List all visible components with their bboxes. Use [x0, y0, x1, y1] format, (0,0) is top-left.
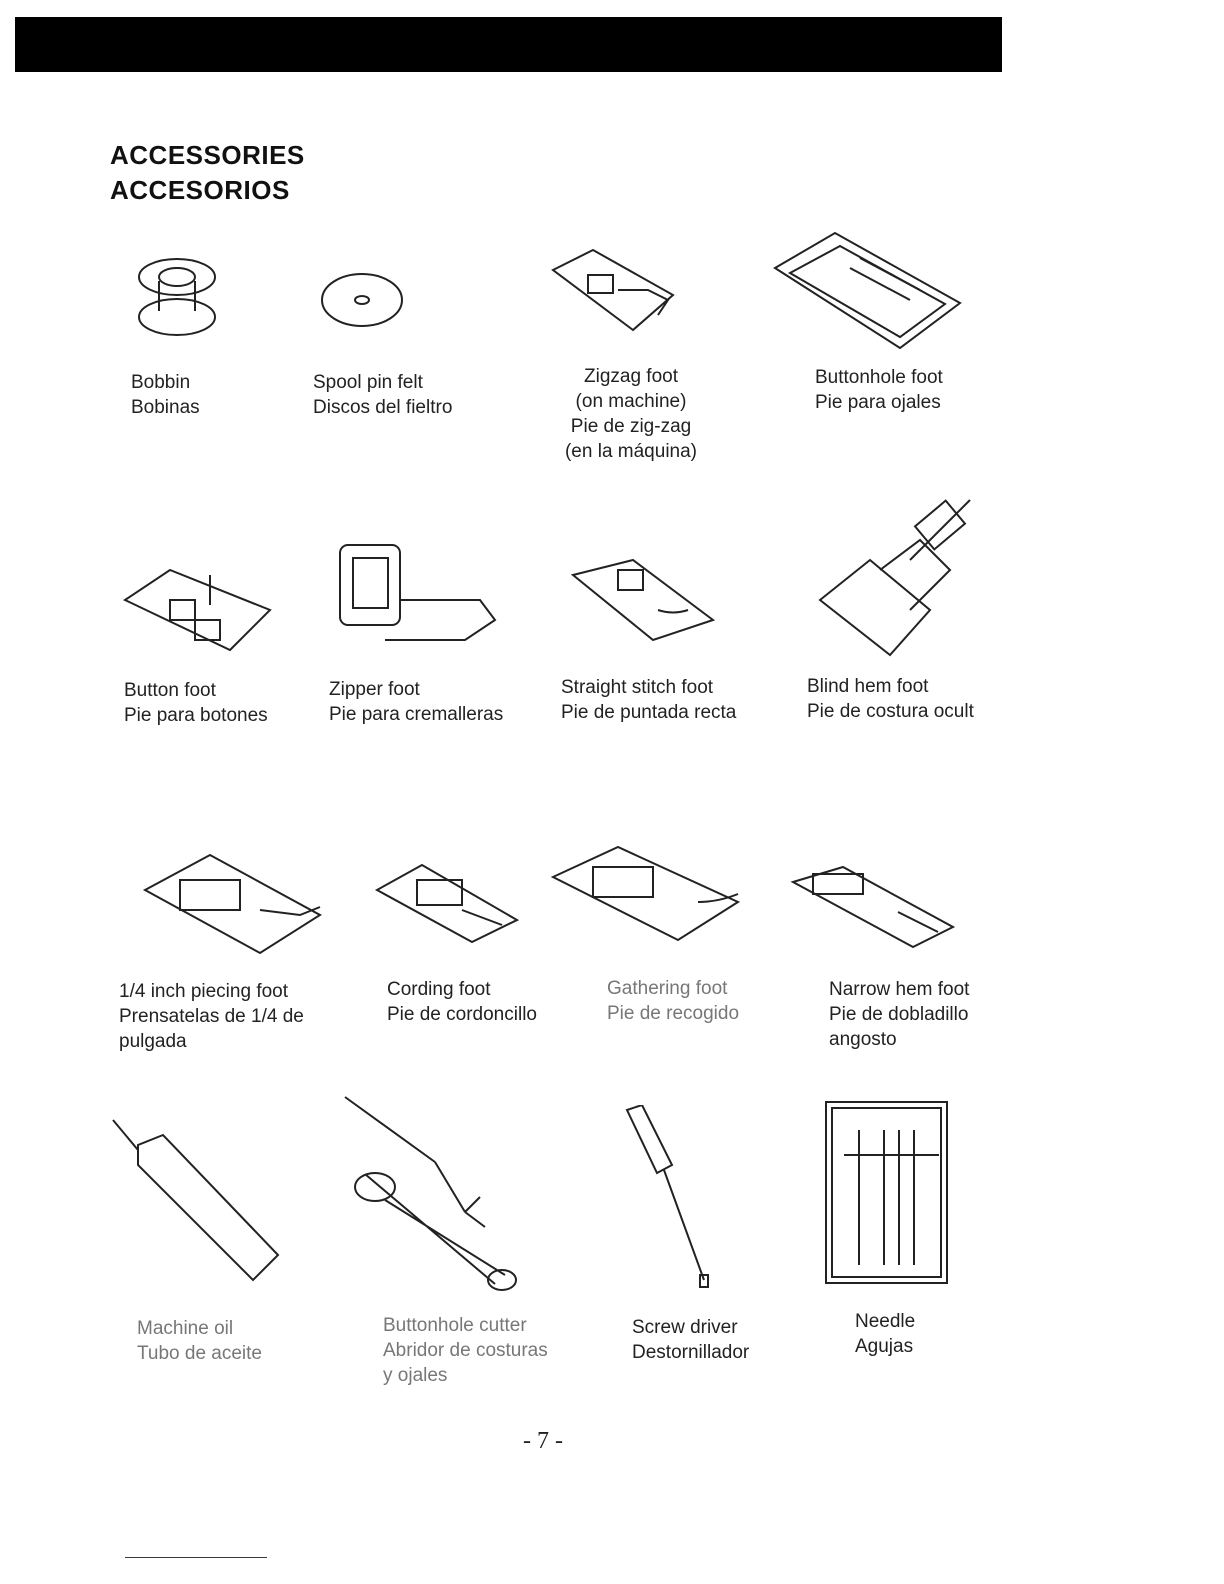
label-narrow-hem-foot: Narrow hem foot Pie de dobladillo angosto [829, 979, 970, 1050]
seam-ripper-icon [340, 1092, 525, 1292]
label-gathering-foot: Gathering foot Pie de recogido [607, 978, 740, 1024]
label-spool-pin-felt: Spool pin felt Discos del fieltro [313, 372, 453, 418]
buttonhole-foot-icon [770, 228, 965, 353]
title-es: ACCESORIOS [110, 175, 290, 205]
label-screw-driver: Screw driver Destornillador [632, 1317, 750, 1363]
straight-stitch-foot-icon [568, 555, 718, 645]
gathering-foot-icon [548, 842, 743, 942]
bobbin-icon [135, 255, 220, 340]
needle-pack-icon [824, 1100, 949, 1285]
label-blind-hem-foot: Blind hem foot Pie de costura ocult [807, 676, 974, 722]
page-number: - 7 - [523, 1428, 563, 1454]
blind-hem-foot-icon [810, 490, 990, 660]
title-en: ACCESSORIES [110, 140, 305, 170]
label-button-foot: Button foot Pie para botones [124, 680, 268, 726]
label-bobbin: Bobbin Bobinas [131, 372, 200, 418]
label-zipper-foot: Zipper foot Pie para cremalleras [329, 679, 504, 725]
cording-foot-icon [372, 860, 522, 945]
label-zigzag-foot: Zigzag foot (on machine) Pie de zig-zag (en la máquina) [564, 366, 698, 462]
zigzag-foot-icon [548, 245, 683, 340]
zipper-foot-icon [325, 540, 500, 655]
footer-rule [125, 1557, 267, 1558]
piecing-foot-icon [140, 850, 325, 955]
header-bar [15, 17, 1002, 72]
label-buttonhole-cutter: Buttonhole cutter Abridor de costuras y ojales [383, 1315, 548, 1386]
oil-tube-icon [108, 1115, 283, 1285]
narrow-hem-foot-icon [788, 862, 958, 952]
label-buttonhole-foot: Buttonhole foot Pie para ojales [815, 367, 943, 413]
felt-icon [320, 270, 405, 330]
label-piecing-foot: 1/4 inch piecing foot Prensatelas de 1/4 de pulgada [119, 981, 304, 1052]
label-cording-foot: Cording foot Pie de cordoncillo [387, 979, 537, 1025]
screwdriver-icon [622, 1105, 717, 1290]
label-machine-oil: Machine oil Tubo de aceite [137, 1318, 262, 1364]
label-needle: Needle Agujas [855, 1311, 916, 1357]
label-straight-stitch-foot: Straight stitch foot Pie de puntada recta [561, 677, 737, 723]
button-foot-icon [120, 565, 275, 660]
